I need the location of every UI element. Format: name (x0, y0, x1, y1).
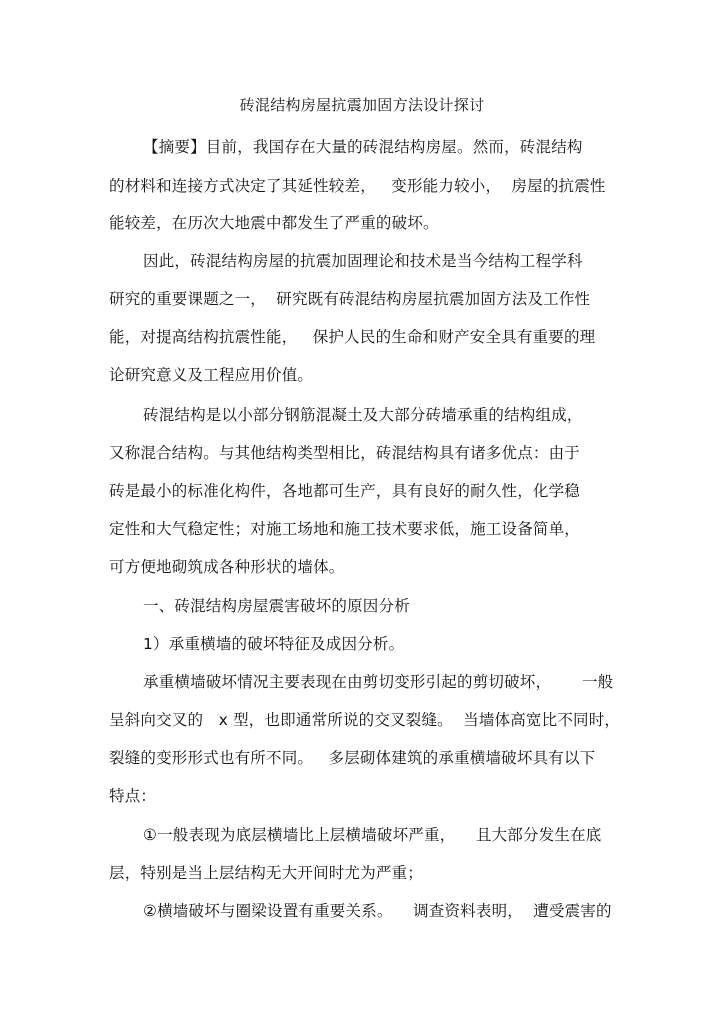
paragraph-line: 呈斜向交叉的 x 型，也即通常所说的交叉裂缝。 当墙体高宽比不同时， (109, 711, 621, 729)
paragraph-line: 裂缝的变形形式也有所不同。 多层砌体建筑的承重横墙破坏具有以下 (109, 749, 596, 767)
paragraph-line: 能较差，在历次大地震中都发生了严重的破坏。 (109, 214, 439, 232)
paragraph-line: 又称混合结构。与其他结构类型相比，砖混结构具有诸多优点：由于 (109, 444, 581, 462)
paragraph-line: 【摘要】目前，我国存在大量的砖混结构房屋。然而，砖混结构 (143, 138, 583, 156)
paragraph-line: 承重横墙破坏情况主要表现在由剪切变形引起的剪切破坏， 一般 (143, 673, 614, 691)
list-item: 层，特别是当上层结构无大开间时尤为严重； (109, 864, 424, 882)
subsection-heading: 1）承重横墙的破坏特征及成因分析。 (143, 635, 405, 653)
section-heading: 一、砖混结构房屋震害破坏的原因分析 (143, 597, 410, 615)
paragraph-line: 特点： (109, 787, 157, 805)
paragraph-line: 研究的重要课题之一， 研究既有砖混结构房屋抗震加固方法及工作性 (109, 290, 591, 308)
paragraph-line: 因此，砖混结构房屋的抗震加固理论和技术是当今结构工程学科 (143, 252, 583, 270)
paragraph-line: 砖是最小的标准化构件，各地都可生产，具有良好的耐久性，化学稳 (109, 482, 581, 500)
list-item: ②横墙破坏与圈梁设置有重要关系。 调查资料表明， 遭受震害的 (143, 902, 612, 920)
paragraph-line: 能，对提高结构抗震性能， 保护人民的生命和财产安全具有重要的理 (109, 328, 596, 346)
paragraph-line: 砖混结构是以小部分钢筋混凝土及大部分砖墙承重的结构组成， (143, 406, 583, 424)
paragraph-line: 定性和大气稳定性；对施工场地和施工技术要求低，施工设备简单， (109, 520, 581, 538)
document-title: 砖混结构房屋抗震加固方法设计探讨 (239, 96, 485, 114)
paragraph-line: 可方便地砌筑成各种形状的墙体。 (109, 558, 345, 576)
paragraph-line: 的材料和连接方式决定了其延性较差， 变形能力较小， 房屋的抗震性 (109, 177, 606, 195)
paragraph-line: 论研究意义及工程应用价值。 (109, 366, 314, 384)
list-item: ①一般表现为底层横墙比上层横墙破坏严重， 且大部分发生在底 (143, 826, 602, 844)
